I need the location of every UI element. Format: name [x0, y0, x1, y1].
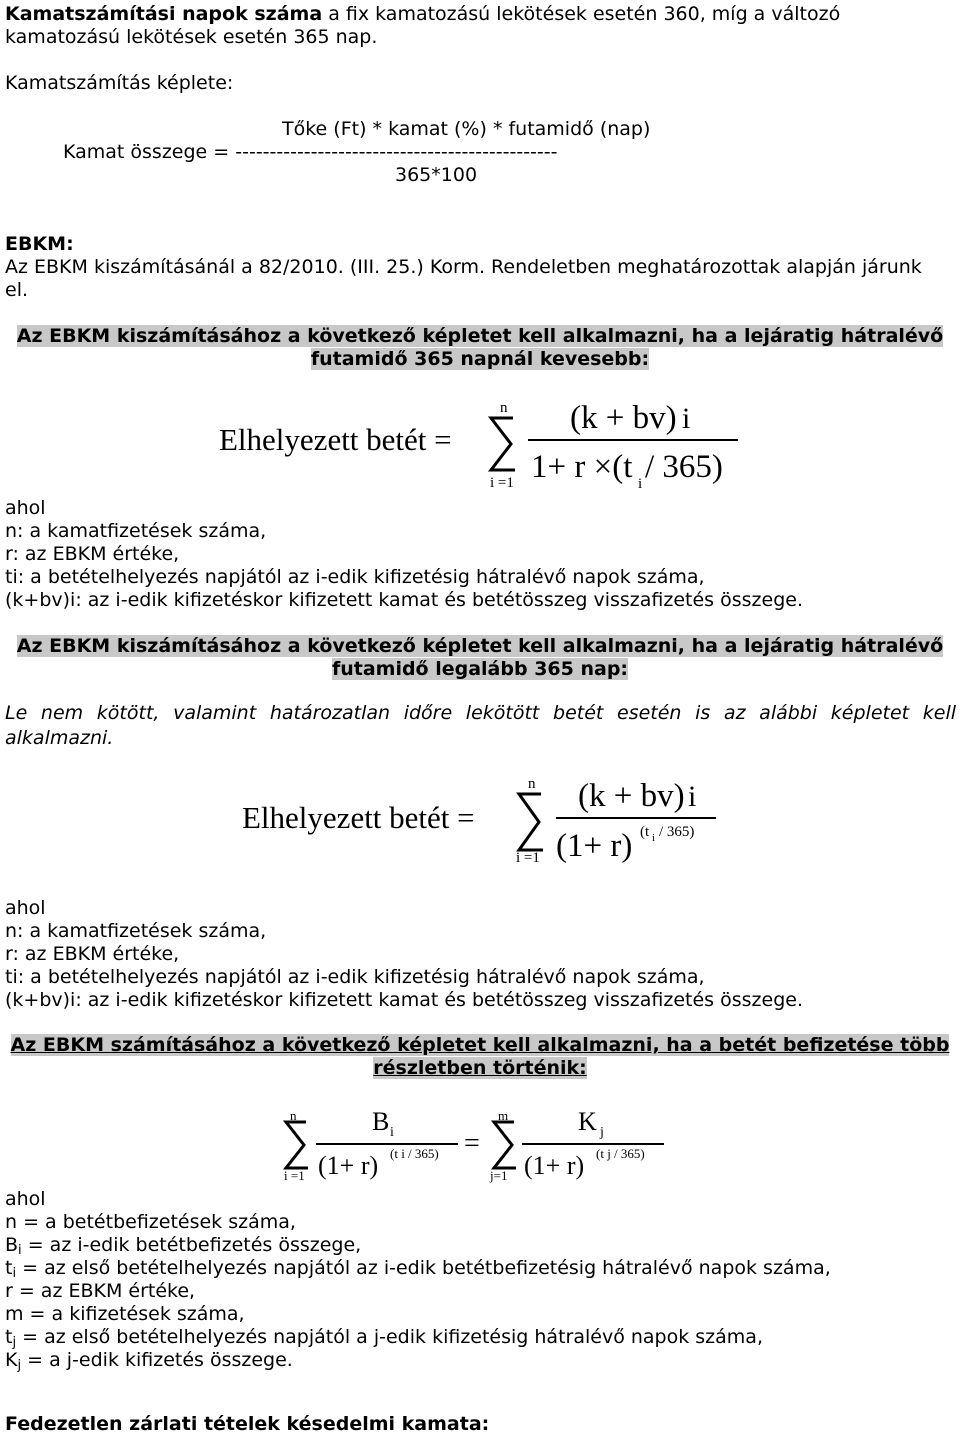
- svg-text:i: i: [688, 780, 697, 813]
- section1-def-1: n: a kamatfizetések száma,: [5, 520, 267, 542]
- formula-2: [238, 766, 722, 866]
- formula-denominator: 365*100: [395, 164, 478, 186]
- section1-heading-2: futamidő 365 napnál kevesebb:: [310, 348, 650, 370]
- interest-days-term: Kamatszámítási napok száma: [5, 3, 323, 25]
- svg-text:n: n: [528, 776, 536, 792]
- section3-def-ahol: ahol: [5, 1188, 46, 1210]
- interest-days-text: a fix kamatozású lekötések esetén 360, míg a változó: [322, 3, 841, 25]
- svg-text:K: K: [578, 1107, 597, 1136]
- formula-lhs: Kamat összege =: [63, 141, 236, 163]
- ebkm-heading: EBKM:: [5, 233, 74, 255]
- svg-text:n: n: [290, 1108, 297, 1123]
- ebkm-text-2: el.: [5, 279, 29, 301]
- svg-text:i =1: i =1: [284, 1168, 305, 1183]
- svg-text:(k + bv): (k + bv): [570, 400, 677, 436]
- formula-numerator: Tőke (Ft) * kamat (%) * futamidő (nap): [282, 118, 651, 140]
- late-interest-heading: Fedezetlen zárlati tételek késedelmi kamata:: [5, 1413, 490, 1435]
- svg-text:(1+ r): (1+ r): [524, 1151, 585, 1180]
- sum-icon: [494, 1122, 516, 1168]
- section2-def-4: (k+bv)i: az i-edik kifizetéskor kifizetett kamat és betétösszeg visszafizetés összege.: [5, 989, 803, 1011]
- section2-heading-2: futamidő legalább 365 nap:: [331, 658, 629, 680]
- section3-def-k: $K_j = a$ j-edik kifizetés összege.: [5, 1349, 293, 1373]
- svg-text:m: m: [498, 1108, 509, 1123]
- section3-def-tj: $t_j$ = az első betételhelyezés napjától a j-edik kifizetésig hátralévő napok száma,: [5, 1326, 763, 1350]
- svg-text:(t i / 365): (t i / 365): [390, 1146, 439, 1161]
- svg-text:(k + bv): (k + bv): [578, 778, 685, 814]
- svg-text:i: i: [390, 1125, 394, 1140]
- section1-heading-1: Az EBKM kiszámításához a következő képletet kell alkalmazni, ha a lejáratig hátralévő: [16, 325, 944, 347]
- section3-def-b: $B_i$ = az i-edik betétbefizetés összege,: [5, 1234, 362, 1258]
- svg-text:i: i: [638, 476, 643, 492]
- svg-text:j: j: [600, 1125, 604, 1140]
- svg-text:n: n: [500, 400, 508, 416]
- svg-text:B: B: [372, 1107, 390, 1136]
- formula-fraction-line: [63, 141, 557, 164]
- section2-italic-text: Le nem kötött, valamint határozatlan időre lekötött betét esetén is az alábbi képletet kell alkalmazni.: [5, 702, 956, 749]
- formula-3: [280, 1100, 670, 1184]
- section3-def-n: n = a betétbefizetések száma,: [5, 1211, 296, 1233]
- svg-text:j=1: j=1: [490, 1168, 508, 1183]
- formula-1-lhs: Elhelyezett betét =: [219, 422, 452, 457]
- section1-def-4: (k+bv)i: az i-edik kifizetéskor kifizetett kamat és betétösszeg visszafizetés összege.: [5, 589, 803, 611]
- formula-2-lhs: Elhelyezett betét =: [242, 800, 475, 835]
- svg-text:(t: (t: [640, 824, 650, 840]
- section2-def-0: ahol: [5, 897, 46, 919]
- section3-def-r: r = az EBKM értéke,: [5, 1280, 196, 1302]
- svg-text:i =1: i =1: [516, 850, 540, 866]
- sum-icon: [519, 794, 543, 850]
- section2-heading-1: Az EBKM kiszámításához a következő képletet kell alkalmazni, ha a lejáratig hátralévő: [16, 635, 944, 657]
- section1-def-3: ti: a betételhelyezés napjától az i-edik kifizetésig hátralévő napok száma,: [5, 566, 705, 588]
- ebkm-text-1: Az EBKM kiszámításánál a 82/2010. (III. 25.) Korm. Rendeletben meghatározottak alapján járunk: [5, 256, 922, 278]
- svg-text:(t j / 365): (t j / 365): [596, 1146, 645, 1161]
- formula-title: Kamatszámítás képlete:: [5, 72, 234, 94]
- intro-line-2: kamatozású lekötések esetén 365 nap.: [5, 26, 378, 48]
- svg-text:i =1: i =1: [490, 475, 514, 491]
- section2-def-1: n: a kamatfizetések száma,: [5, 920, 267, 942]
- section1-def-0: ahol: [5, 497, 46, 519]
- section3-heading-2: részletben történik:: [373, 1057, 587, 1079]
- svg-text:/ 365): / 365): [645, 449, 723, 485]
- formula-1: [215, 392, 755, 492]
- intro-line-1: [5, 3, 840, 26]
- section2-def-3: ti: a betételhelyezés napjától az i-edik kifizetésig hátralévő napok száma,: [5, 966, 705, 988]
- svg-text:1+ r ×(t: 1+ r ×(t: [531, 449, 633, 485]
- sum-icon: [491, 418, 515, 470]
- section3-heading-1: Az EBKM számításához a következő képletet kell alkalmazni, ha a betét befizetése több: [10, 1034, 950, 1056]
- section2-def-2: r: az EBKM értéke,: [5, 943, 180, 965]
- sum-icon: [286, 1122, 308, 1168]
- svg-text:=: =: [464, 1128, 480, 1159]
- svg-text:i: i: [682, 402, 691, 435]
- section3-def-t: $t_i$ = az első betételhelyezés napjától az i-edik betétbefizetésig hátralévő napok száma,: [5, 1257, 831, 1281]
- svg-text:(1+ r): (1+ r): [318, 1151, 379, 1180]
- svg-text:/ 365): / 365): [659, 824, 695, 840]
- formula-dashes: -----------------------------------------------: [235, 141, 558, 163]
- svg-text:i: i: [652, 832, 656, 844]
- section3-def-m: m = a kifizetések száma,: [5, 1303, 245, 1325]
- section1-def-2: r: az EBKM értéke,: [5, 543, 180, 565]
- svg-text:(1+ r): (1+ r): [556, 828, 633, 864]
